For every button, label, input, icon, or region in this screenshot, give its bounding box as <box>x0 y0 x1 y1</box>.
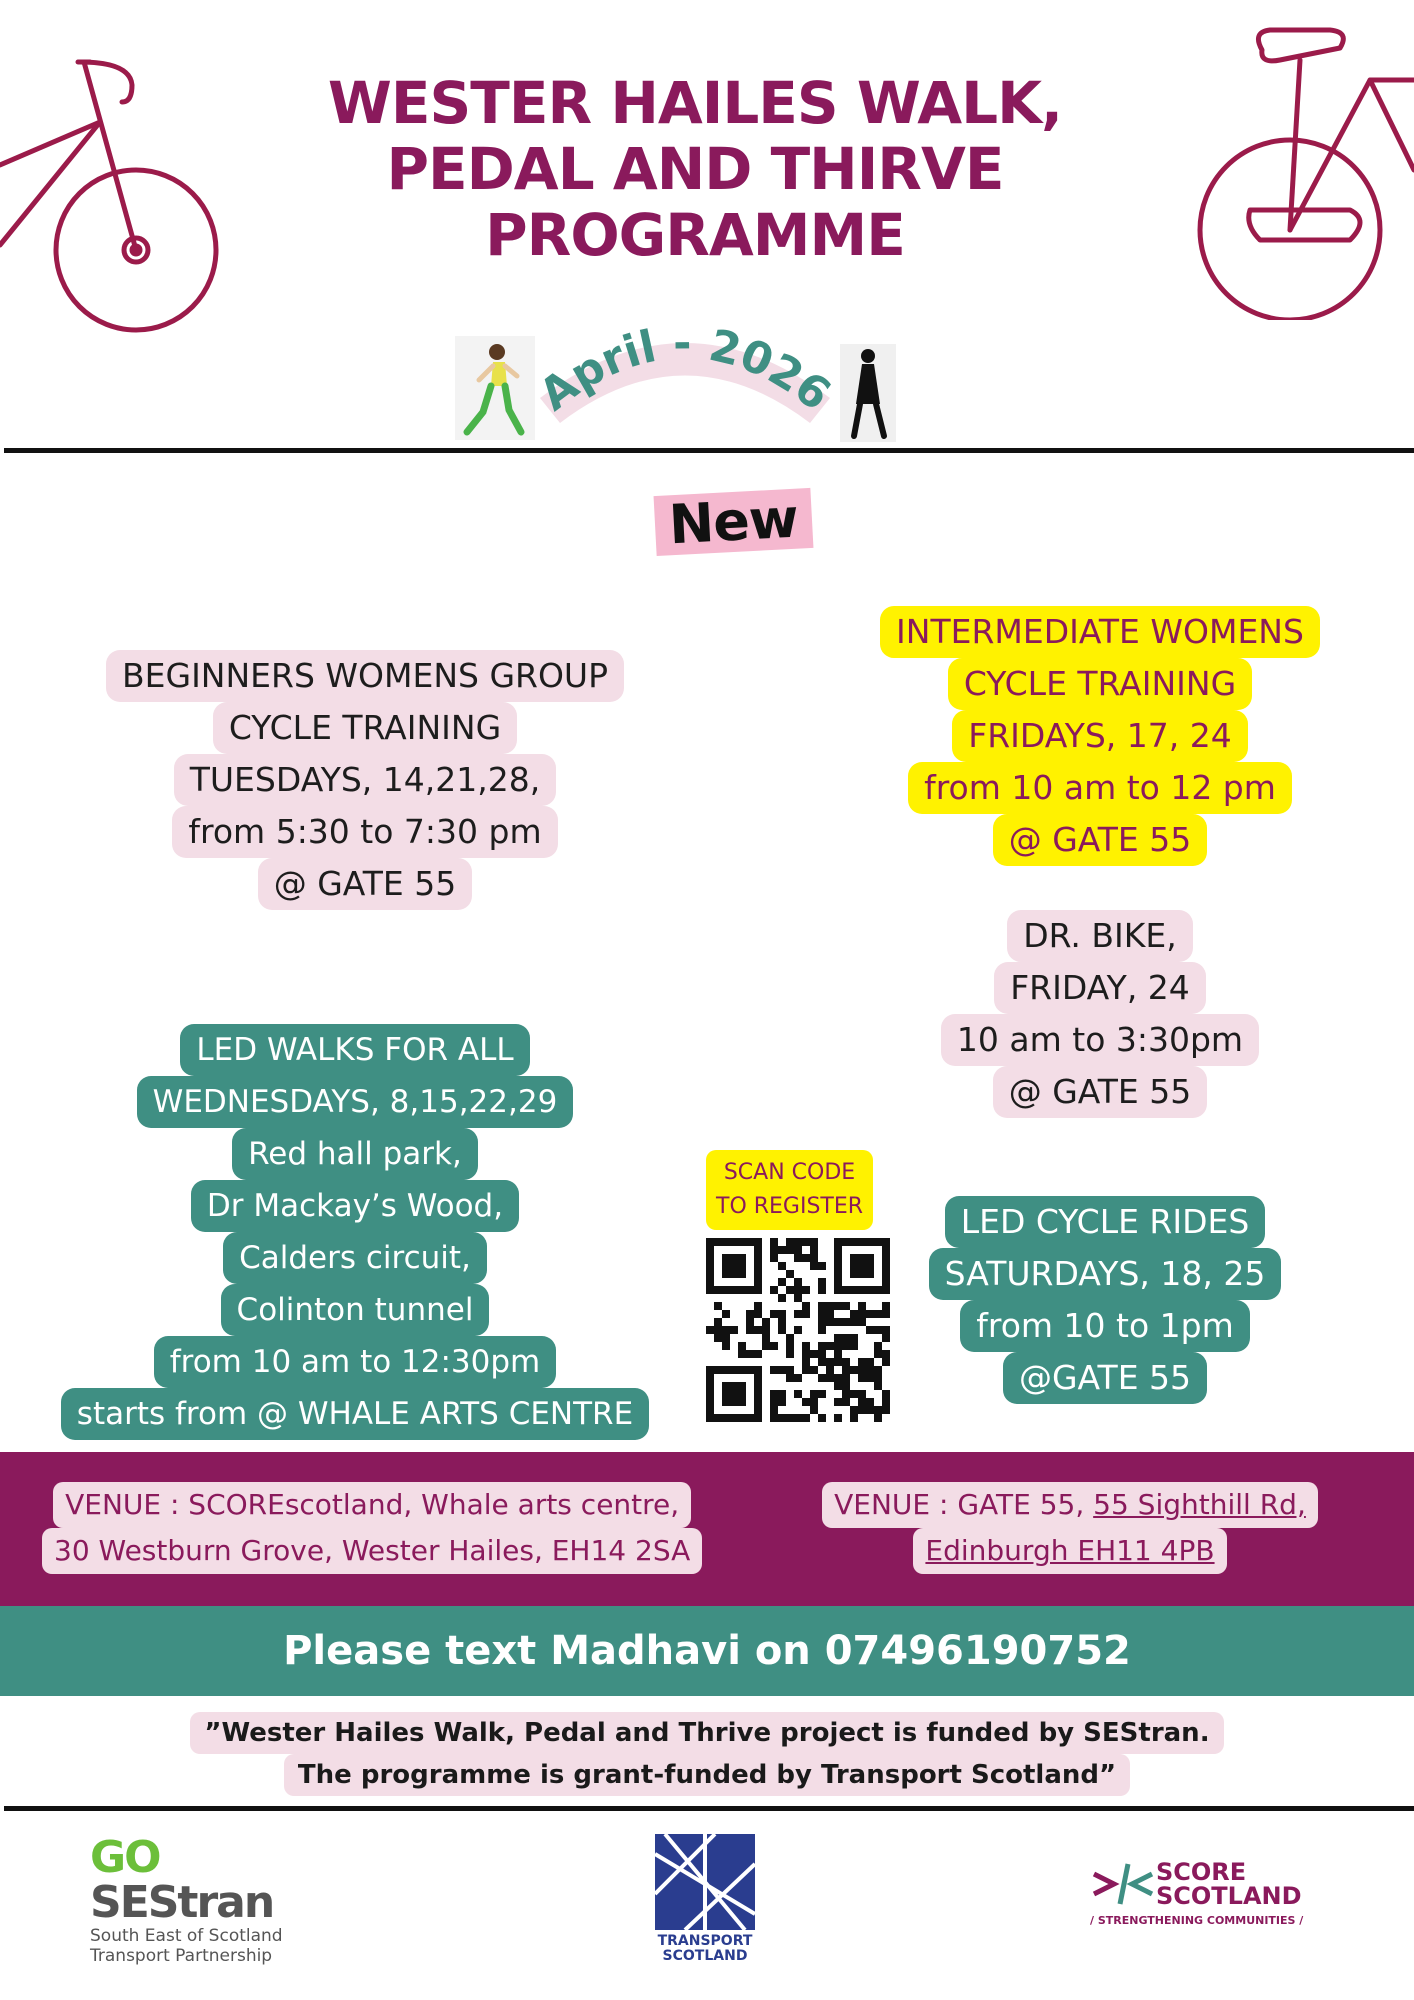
funding-note <box>150 1712 1264 1796</box>
venue-right-prefix: VENUE : GATE 55, <box>834 1488 1094 1521</box>
venue-right-line-1 <box>822 1482 1318 1528</box>
dr-bike-line-1: DR. BIKE, <box>1007 910 1193 962</box>
led-walks-block <box>40 1024 670 1440</box>
score-arrows-icon <box>1090 1860 1156 1908</box>
led-walks-line-7: from 10 am to 12:30pm <box>154 1336 557 1388</box>
title-line-1: WESTER HAILES WALK, <box>327 69 1063 137</box>
led-walks-line-3: Red hall park, <box>232 1128 478 1180</box>
dr-bike-block <box>900 910 1300 1118</box>
venue-left-line-2: 30 Westburn Grove, Wester Hailes, EH14 2SA <box>42 1528 702 1574</box>
led-walks-line-6: Colinton tunnel <box>221 1284 490 1336</box>
venue-right-link-1[interactable]: 55 Sighthill Rd, <box>1093 1488 1306 1521</box>
bicycle-left-icon <box>0 50 230 340</box>
score-scotland-logo <box>1090 1860 1330 1927</box>
led-walks-line-8: starts from @ WHALE ARTS CENTRE <box>61 1388 649 1440</box>
logo-sestran-sub2: Transport Partnership <box>90 1946 273 1966</box>
page-title <box>300 70 1090 268</box>
intermediate-line-2: CYCLE TRAINING <box>948 658 1252 710</box>
intermediate-line-1: INTERMEDIATE WOMENS <box>880 606 1320 658</box>
scan-line-1: SCAN CODE <box>723 1160 856 1185</box>
transport-label: TRANSPORT <box>657 1933 753 1949</box>
transport-scotland-mark-icon <box>655 1834 755 1930</box>
logo-go: GO <box>90 1832 160 1883</box>
score-tagline: / STRENGTHENING COMMUNITIES / <box>1090 1914 1304 1927</box>
led-cycle-rides-block <box>900 1196 1310 1404</box>
footer-divider <box>4 1806 1414 1811</box>
scotland-label: SCOTLAND <box>662 1948 748 1964</box>
led-rides-line-2: SATURDAYS, 18, 25 <box>929 1248 1282 1300</box>
beginners-line-2: CYCLE TRAINING <box>213 702 517 754</box>
contact-band <box>0 1606 1414 1696</box>
venue-right <box>828 1482 1312 1574</box>
go-sestran-logo <box>90 1832 320 1966</box>
scotland-word: SCOTLAND <box>1156 1882 1302 1910</box>
beginners-line-1: BEGINNERS WOMENS GROUP <box>106 650 624 702</box>
beginners-training-block <box>60 650 670 910</box>
beginners-line-3: TUESDAYS, 14,21,28, <box>174 754 556 806</box>
transport-scotland-logo <box>650 1834 760 1964</box>
beginners-line-4: from 5:30 to 7:30 pm <box>172 806 557 858</box>
header-divider <box>4 448 1414 453</box>
intermediate-line-3: FRIDAYS, 17, 24 <box>952 710 1248 762</box>
led-rides-line-1: LED CYCLE RIDES <box>945 1196 1266 1248</box>
logo-sestran: SEStran <box>90 1877 274 1928</box>
score-word: SCORE <box>1156 1858 1247 1886</box>
dr-bike-line-2: FRIDAY, 24 <box>994 962 1206 1014</box>
contact-text: Please text Madhavi on 07496190752 <box>283 1628 1131 1674</box>
led-walks-line-2: WEDNESDAYS, 8,15,22,29 <box>137 1076 574 1128</box>
walker-silhouette-icon <box>840 344 896 442</box>
month-badge <box>520 298 850 428</box>
venue-right-link-2[interactable]: Edinburgh EH11 4PB <box>913 1528 1226 1574</box>
intermediate-line-4: from 10 am to 12 pm <box>908 762 1292 814</box>
month-badge-text: April - 2026 <box>530 317 840 421</box>
title-line-2: PEDAL AND THIRVE <box>386 135 1004 203</box>
funding-line-2: The programme is grant-funded by Transport Scotland” <box>284 1754 1130 1796</box>
led-walks-line-1: LED WALKS FOR ALL <box>180 1024 529 1076</box>
venue-left-line-1: VENUE : SCOREscotland, Whale arts centre, <box>53 1482 691 1528</box>
title-line-3: PROGRAMME <box>485 201 905 269</box>
intermediate-line-5: @ GATE 55 <box>993 814 1208 866</box>
dr-bike-line-4: @ GATE 55 <box>993 1066 1208 1118</box>
venue-left <box>42 1482 702 1574</box>
intermediate-training-block <box>840 606 1360 866</box>
funding-line-1: ”Wester Hailes Walk, Pedal and Thrive project is funded by SEStran. <box>190 1712 1223 1754</box>
logo-sestran-sub1: South East of Scotland <box>90 1926 283 1946</box>
new-badge: New <box>654 488 814 556</box>
led-walks-line-4: Dr Mackay’s Wood, <box>191 1180 519 1232</box>
dr-bike-line-3: 10 am to 3:30pm <box>941 1014 1259 1066</box>
bicycle-right-icon <box>1190 20 1414 320</box>
scan-code-label <box>706 1150 873 1230</box>
led-rides-line-3: from 10 to 1pm <box>960 1300 1249 1352</box>
qr-code[interactable] <box>706 1238 890 1422</box>
led-walks-line-5: Calders circuit, <box>223 1232 487 1284</box>
scan-line-2: TO REGISTER <box>716 1194 864 1219</box>
led-rides-line-4: @GATE 55 <box>1003 1352 1207 1404</box>
beginners-line-5: @ GATE 55 <box>258 858 473 910</box>
